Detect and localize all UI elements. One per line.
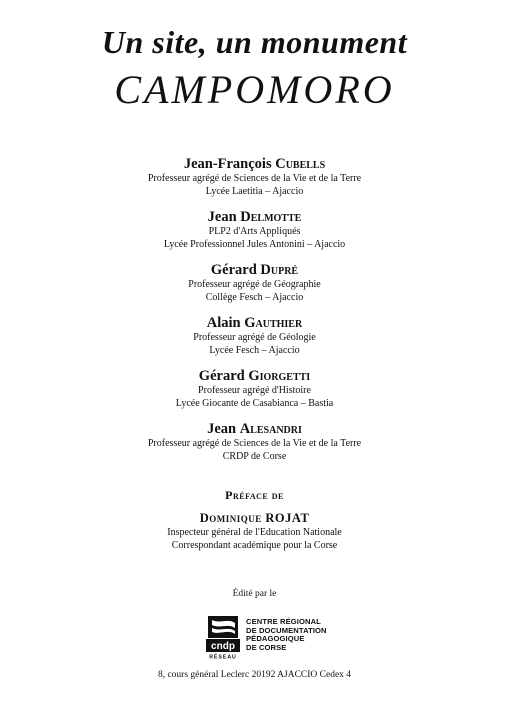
edited-by-label: Édité par le bbox=[232, 589, 277, 599]
publisher-address: 8, cours général Leclerc 20192 AJACCIO Cedex 4 bbox=[157, 670, 352, 680]
author-title: PLP2 d'Arts Appliqués bbox=[208, 226, 301, 237]
author-first-name: Jean bbox=[207, 209, 241, 225]
preface-label: Préface de bbox=[225, 488, 284, 502]
author-entry bbox=[0, 208, 509, 251]
author-title: Professeur agrégé de Sciences de la Vie et de la Terre bbox=[147, 438, 362, 449]
author-name bbox=[0, 208, 509, 226]
author-first-name: Gérard bbox=[210, 262, 261, 278]
author-entry bbox=[0, 367, 509, 410]
author-institution: Lycée Laetitia – Ajaccio bbox=[205, 185, 304, 197]
author-first-name: Alain bbox=[206, 315, 245, 331]
author-name bbox=[0, 314, 509, 332]
author-institution: Lycée Giocante de Casabianca – Bastia bbox=[175, 397, 334, 409]
preface-author-name: Dominique ROJAT bbox=[199, 511, 310, 525]
publisher-line: PÉDAGOGIQUE bbox=[246, 634, 305, 644]
author-name bbox=[0, 367, 509, 385]
publisher-logo bbox=[204, 614, 334, 662]
author-institution: Collège Fesch – Ajaccio bbox=[205, 291, 304, 303]
author-title: Professeur agrégé de Sciences de la Vie et de la Terre bbox=[147, 173, 362, 184]
author-first-name: Jean bbox=[207, 421, 240, 437]
author-surname: Dupré bbox=[260, 262, 299, 278]
author-institution: Lycée Fesch – Ajaccio bbox=[209, 344, 300, 356]
author-title: Professeur agrégé de Géographie bbox=[188, 279, 321, 290]
logo-mark-text: cndp bbox=[211, 641, 235, 652]
crdp-logo-icon bbox=[204, 614, 242, 660]
author-entry bbox=[0, 420, 509, 463]
preface-author-role: Correspondant académique pour la Corse bbox=[171, 539, 338, 551]
book-title-line-2: CAMPOMORO bbox=[114, 67, 395, 112]
publisher-name bbox=[246, 618, 327, 652]
author-surname: Cubells bbox=[275, 156, 326, 172]
author-first-name: Gérard bbox=[198, 368, 249, 384]
author-surname: Alesandri bbox=[239, 421, 302, 437]
publisher-line: DE DOCUMENTATION bbox=[246, 625, 327, 635]
author-surname: Gauthier bbox=[244, 315, 303, 331]
author-surname: Delmotte bbox=[240, 209, 302, 225]
preface-author-title: Inspecteur général de l'Education Nationale bbox=[167, 527, 342, 538]
author-name bbox=[0, 155, 509, 173]
publisher-line: DE CORSE bbox=[246, 642, 287, 652]
author-entry bbox=[0, 155, 509, 198]
author-entry bbox=[0, 261, 509, 304]
author-name bbox=[0, 261, 509, 279]
author-institution: Lycée Professionnel Jules Antonini – Ajaccio bbox=[163, 238, 346, 250]
author-title: Professeur agrégé de Géologie bbox=[193, 332, 316, 343]
author-name bbox=[0, 420, 509, 438]
author-list bbox=[0, 155, 509, 473]
author-institution: CRDP de Corse bbox=[222, 450, 287, 462]
publisher-line: CENTRE RÉGIONAL bbox=[246, 617, 321, 626]
author-first-name: Jean-François bbox=[183, 156, 276, 172]
author-title: Professeur agrégé d'Histoire bbox=[198, 385, 311, 396]
author-entry bbox=[0, 314, 509, 357]
logo-sub-text: RÉSEAU bbox=[209, 654, 237, 660]
author-surname: Giorgetti bbox=[248, 368, 311, 384]
book-title-line-1: Un site, un monument bbox=[101, 24, 408, 60]
preface-block bbox=[0, 487, 509, 552]
